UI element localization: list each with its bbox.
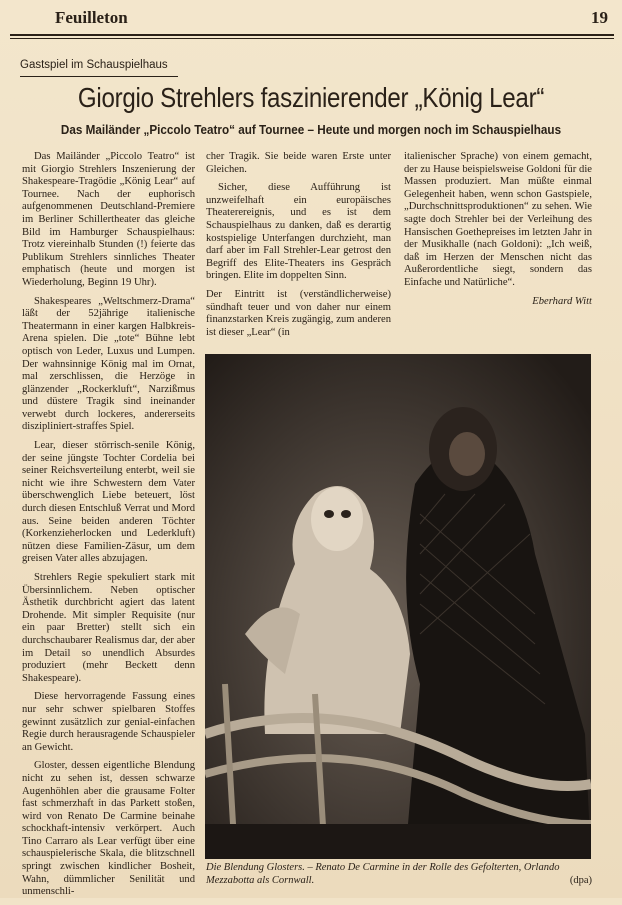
caption-text: Die Blendung Glosters. – Renato De Carmine in der Rolle des Gefolterten, Orlando Mezzabotta als Cornwall.	[206, 862, 560, 886]
page-number: 19	[591, 8, 608, 27]
photo-illustration	[205, 354, 591, 859]
paragraph: Lear, dieser störrisch-senile König, der seine jüngste Tochter Cordelia bei seiner Reichsverteilung enterbt, weil sie nicht wie ihre Schwestern dem Vater überschwenglich Liebe beteuert, löst durch diesen Entschluß Verrat und Mord aus. Seine beiden anderen Töchter (Korkenzieherlocken und Lederkluft) nützen diese Familien-Zäsur, um dem greisen Vater alles abzujagen.	[22, 440, 195, 565]
article-headline: Giorgio Strehlers faszinierender „König Lear“	[77, 82, 545, 113]
article-subhead: Das Mailänder „Piccolo Teatro“ auf Tournee – Heute und morgen noch im Schauspielhaus	[60, 122, 562, 137]
paragraph: Das Mailänder „Piccolo Teatro“ ist mit Giorgio Strehlers Inszenierung der Shakespeare-Tragödie „König Lear“ auf Tournee. Nach der euphorisch aufgenommenen Deutschland-Premiere im Berliner Schillertheater das gleiche Bild im Hamburger Schauspielhaus: Trotz viereinhalb Stunden (!) feierte das Publikum Strehlers sinnliches Theater emphatisch (heute und morgen ist Wiederholung, Beginn 19 Uhr).	[22, 151, 195, 288]
paragraph: Shakespeares „Weltschmerz-Drama“ läßt der 52jährige italienische Theatermann in einer kargen Halbkreis-Arena spielen. Die „tote“ Bühne lebt optisch von Leder, Luxus und Lumpen. Der wahnsinnige König mal im Ornat, mal zerschlissen, die Herzöge in glänzender „Rockerkluft“, Narzißmus und düstere Tragik sind ineinander verwebt durch lockeres, andererseits diszipliniert-straffes Spiel.	[22, 295, 195, 433]
paragraph: italienischer Sprache) von einem gemacht, der zu Hause beispielsweise Goldoni für die Massen produziert. Man müßte einmal Gelegenheit haben, wenn schon Gastspiele, „Durchschnittsproduktionen“ zu sehen. Wie sagte doch Strehler bei der Verleihung des Hansischen Goethepreises im letzten Jahr in der Musikhalle (nach Goldoni): „Ich weiß, daß im Herzen der Menschen nicht das Außerordentliche siegt, sondern das Einfache und Natürliche“.	[404, 151, 592, 288]
stage-photo-image	[205, 354, 591, 859]
photo-caption	[206, 862, 592, 887]
paragraph: Strehlers Regie spekuliert stark mit Übersinnlichem. Neben optischer Ästhetik durchbricht agiert das latent Drohende. Mit simpler Requisite (nur ein paar Bretter) stellt sich ein durchschaubarer Realismus dar, der aber im Detail so unendlich Absurdes produziert (mehr Beckett denn Shakespeare).	[22, 572, 195, 684]
paragraph: Der Eintritt ist (verständlicherweise) sündhaft teuer und von daher nur einem finanzstarken Kreis zugängig, zum anderen ist dieser „Lear“ (in	[206, 288, 391, 338]
text-column-2	[206, 151, 391, 345]
paragraph: Diese hervorragende Fassung eines nur sehr schwer spielbaren Stoffes gewinnt zusätzlich zur genial-einfachen Regie durch herausragende Schauspieler an Gewicht.	[22, 691, 195, 753]
text-column-1	[22, 151, 195, 905]
text-column-3	[404, 151, 592, 314]
paragraph: Sicher, diese Aufführung ist unzweifelhaft ein europäisches Theaterereignis, und es ist dem Schauspielhaus zu danken, daß es derartig kostspielige Unterfangen durchzieht, man darf aber im Fall Strehler-Lear getrost den Begriff des Elite-Theaters ins Gespräch bringen. Elite im doppelten Sinn.	[206, 182, 391, 282]
section-title: Feuilleton	[55, 8, 128, 27]
paragraph: cher Tragik. Sie beide waren Erste unter Gleichen.	[206, 151, 391, 175]
article-kicker: Gastspiel im Schauspielhaus	[20, 59, 168, 71]
author-byline: Eberhard Witt	[532, 295, 592, 307]
header-rule-thin	[10, 38, 614, 39]
header-rule	[10, 34, 614, 36]
kicker-underline	[20, 76, 178, 77]
paragraph: Gloster, dessen eigentliche Blendung nicht zu sehen ist, dessen schwarze Augenhöhlen aber die grausame Folter fast schmerzhaft in das Parkett stoßen, wird von Renato De Carmine beinahe schockhaft-intensiv verkörpert. Auch Tino Carraro als Lear verfügt über eine schauspielerische Skala, die blitzschnell springt zwischen kindlicher Bosheit, Wahn, dümmlicher Senilität und unmenschli-	[22, 760, 195, 898]
photo-credit: (dpa)	[569, 874, 592, 886]
